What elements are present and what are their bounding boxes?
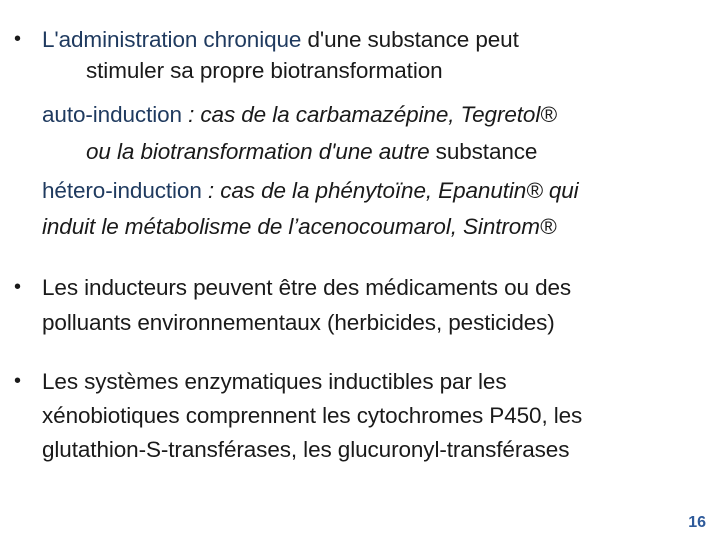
block1-line6: induit le métabolisme de l’acenocoumarol, Sintrom® [42, 214, 557, 239]
block3-line1: Les systèmes enzymatiques inductibles par les [42, 369, 507, 394]
block2-line1: Les inducteurs peuvent être des médicaments ou des [42, 275, 572, 300]
block3-line3: glutathion-S-transférases, les glucuronyl-transférases [42, 437, 570, 462]
block3-line2: xénobiotiques comprennent les cytochromes P450, les [42, 403, 583, 428]
bullet-1: • [14, 28, 22, 50]
block1-line5-text: : cas de la phénytoïne, Epanutin® qui [201, 178, 579, 203]
block1-keyword-hetero-induction: hétero-induction [42, 178, 202, 203]
block1-line3 [42, 100, 557, 130]
block1-line4-italic: ou la biotransformation d'une autre [86, 139, 430, 164]
block1-line2: stimuler sa propre biotransformation [86, 58, 443, 83]
block1-keyword-administration: L'administration chronique [42, 27, 302, 52]
block2-line2: polluants environnementaux (herbicides, pesticides) [42, 310, 555, 335]
bullet-3: • [14, 370, 22, 392]
block1-line4-text: substance [429, 139, 538, 164]
block1-line1-text: d'une substance peut [301, 27, 519, 52]
block1-line3-text: : cas de la carbamazépine, Tegretol® [181, 102, 557, 127]
bullet-2: • [14, 276, 22, 298]
block1-line1 [42, 25, 519, 55]
block1-line4 [86, 137, 537, 167]
block1-keyword-auto-induction: auto-induction [42, 102, 182, 127]
block1-line5 [42, 176, 579, 206]
page-number: 16 [688, 514, 706, 531]
